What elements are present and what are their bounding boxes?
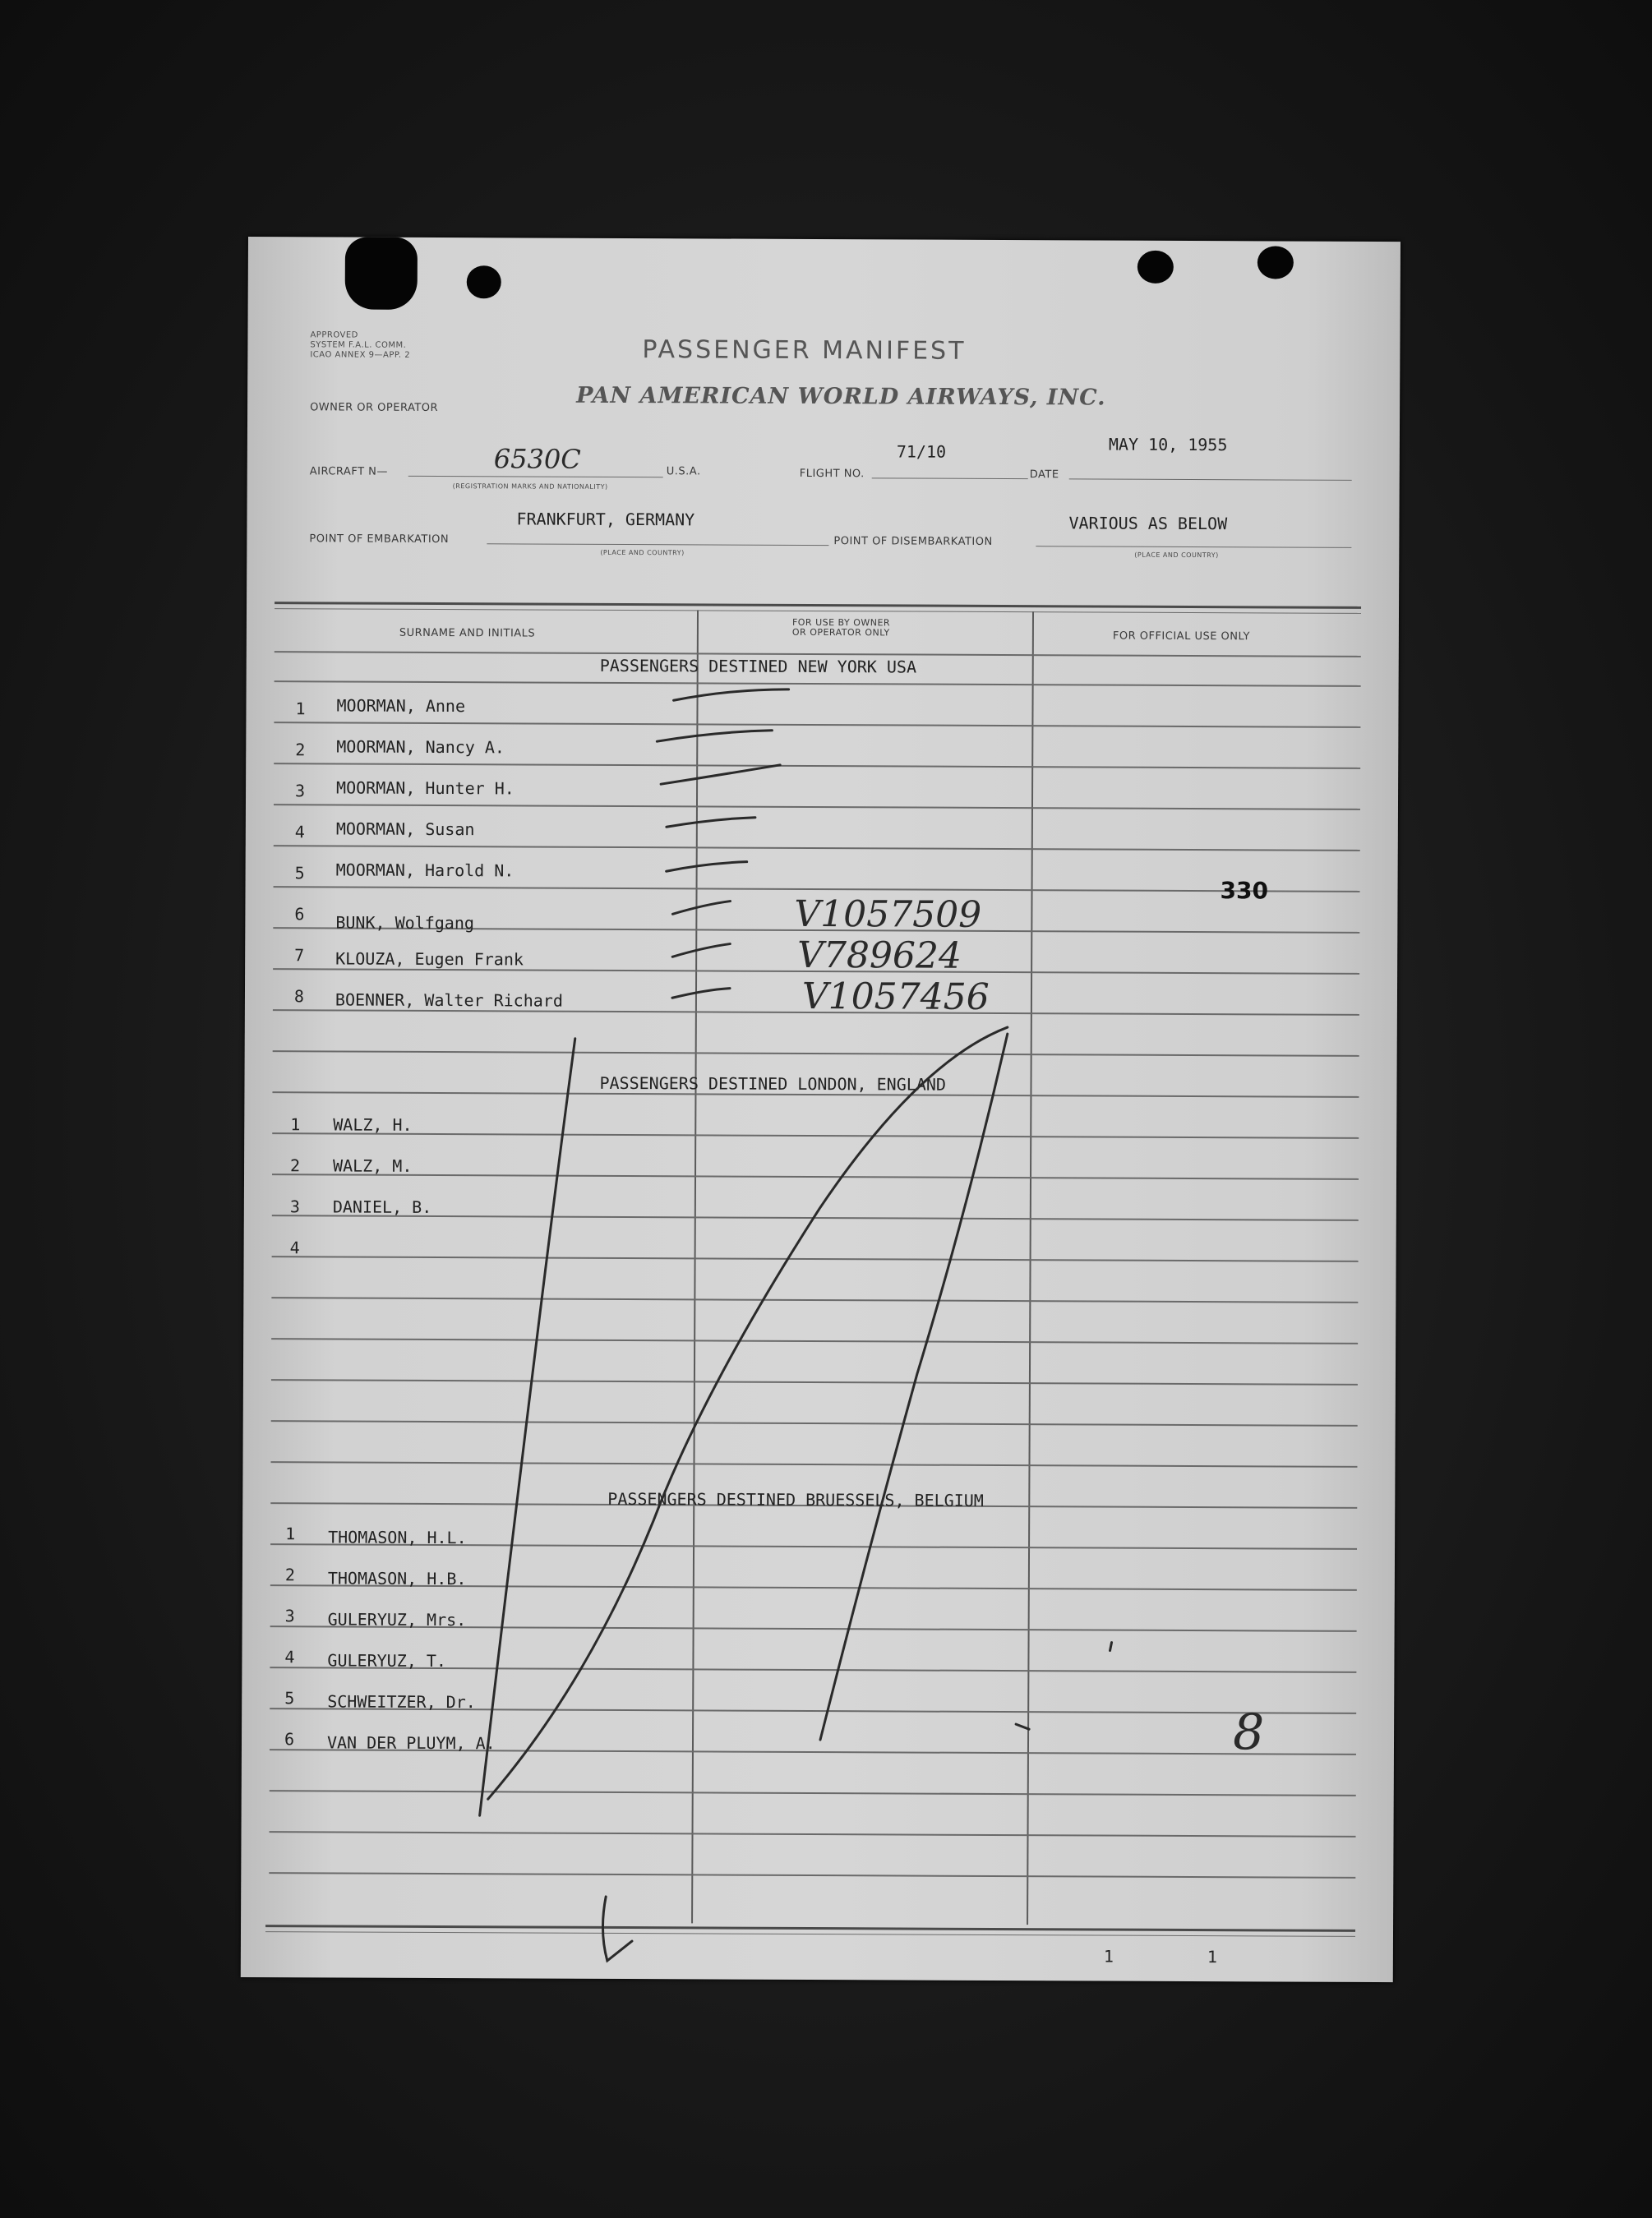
disembarkation-label: POINT OF DISEMBARKATION [833,535,993,548]
passenger-name: MOORMAN, Anne [336,695,466,717]
flight-label: FLIGHT NO. [799,467,865,481]
row-number: 7 [294,945,305,966]
flight-date: MAY 10, 1955 [1108,434,1228,455]
row-number: 1 [285,1524,296,1544]
row-number: 5 [284,1688,295,1708]
operator-note: V789624 [797,934,962,977]
approval-line-1: APPROVED [310,330,358,340]
row-number: 1 [290,1114,301,1135]
page-title: PASSENGER MANIFEST [642,335,967,366]
row-number: 2 [295,740,306,760]
passenger-name: BOENNER, Walter Richard [335,989,563,1011]
passenger-name: MOORMAN, Harold N. [335,860,515,881]
operator-note: V1057509 [794,892,982,936]
column-header-owner-1: FOR USE BY OWNER [791,616,891,629]
flight-number: 71/10 [896,441,947,462]
column-header-official: FOR OFFICIAL USE ONLY [1112,629,1251,643]
footer-page-a: 1 [1103,1946,1114,1967]
passenger-name: GULERYUZ, Mrs. [327,1609,467,1630]
row-number: 4 [294,822,305,842]
row-number: 6 [294,904,305,925]
row-number: 1 [295,699,306,719]
passenger-name: SCHWEITZER, Dr. [327,1691,476,1713]
place-caption-2: (PLACE AND COUNTRY) [1134,551,1219,560]
passenger-name: DANIEL, B. [332,1197,432,1217]
passenger-name: MOORMAN, Hunter H. [336,777,515,799]
row-number: 6 [284,1729,295,1750]
row-number: 2 [290,1155,301,1176]
owner-label: OWNER OR OPERATOR [310,401,439,415]
passenger-name: GULERYUZ, T. [327,1650,446,1672]
row-number: 3 [284,1606,295,1626]
section-heading-bruessels: PASSENGERS DESTINED BRUESSELS, BELGIUM [607,1488,984,1510]
passenger-name: WALZ, H. [333,1114,413,1135]
registration-caption: (REGISTRATION MARKS AND NATIONALITY) [452,482,608,491]
approval-line-2: SYSTEM F.A.L. COMM. [310,340,407,350]
aircraft-number: 6530C [493,443,581,475]
approval-line-3: ICAO ANNEX 9—APP. 2 [310,350,411,360]
date-label: DATE [1029,468,1059,482]
place-caption-1: (PLACE AND COUNTRY) [600,548,685,557]
passenger-name: THOMASON, H.B. [327,1568,467,1589]
row-number: 8 [293,986,305,1007]
embarkation-value: FRANKFURT, GERMANY [516,509,695,530]
column-header-owner-2: OR OPERATOR ONLY [791,626,890,639]
row-number: 5 [294,863,305,883]
aircraft-label: AIRCRAFT N— [309,465,388,478]
passenger-name: BUNK, Wolfgang [335,912,474,934]
row-number: 4 [289,1238,300,1258]
operator-note: V1057456 [801,975,990,1018]
section-heading-new-york: PASSENGERS DESTINED NEW YORK USA [599,655,917,677]
official-stamp-number: 330 [1220,877,1269,905]
section-heading-london: PASSENGERS DESTINED LONDON, ENGLAND [599,1072,946,1095]
row-number: 2 [284,1565,295,1585]
row-number: 4 [284,1647,295,1667]
embarkation-label: POINT OF EMBARKATION [309,533,450,546]
manifest-sheet [241,237,1401,1982]
disembarkation-value: VARIOUS AS BELOW [1068,513,1228,534]
passenger-name: THOMASON, H.L. [328,1527,467,1548]
passenger-name: KLOUZA, Eugen Frank [335,948,524,970]
passenger-name: MOORMAN, Susan [335,818,475,840]
airline-name: PAN AMERICAN WORLD AIRWAYS, INC. [576,382,1106,411]
handwritten-marks [241,237,1401,1982]
passenger-name: WALZ, M. [333,1155,413,1176]
passenger-name: MOORMAN, Nancy A. [336,736,505,758]
row-number: 3 [295,781,306,801]
column-header-surname: SURNAME AND INITIALS [399,626,536,640]
passenger-name: VAN DER PLUYM, A. [326,1732,496,1754]
footer-page-b: 1 [1207,1947,1217,1967]
usa-label: U.S.A. [666,465,701,478]
row-number: 3 [289,1197,300,1217]
official-count: 8 [1232,1704,1265,1762]
